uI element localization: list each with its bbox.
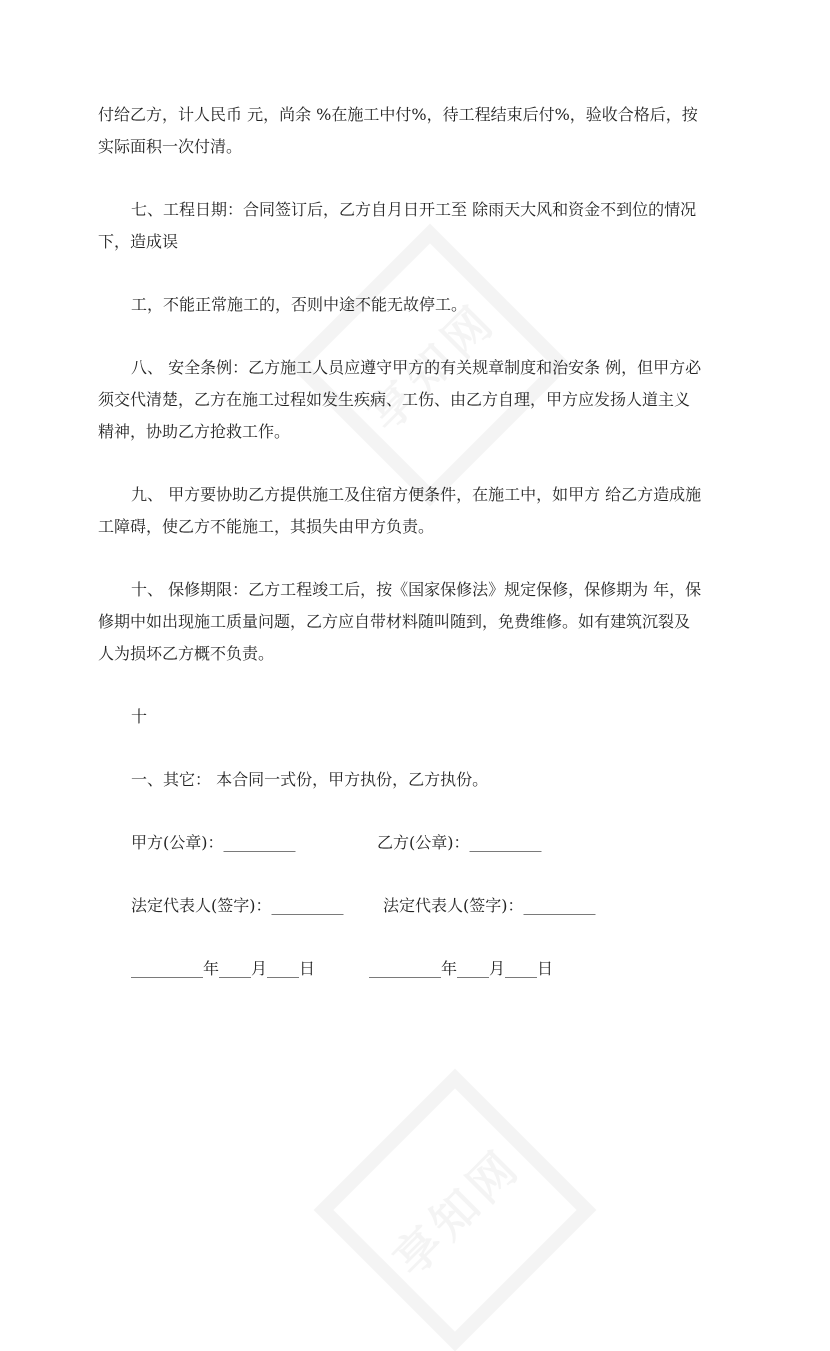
text-line: 九、 甲方要协助乙方提供施工及住宿方便条件，在施工中，如甲方 给乙方造成施 — [131, 485, 702, 504]
watermark-text — [377, 1132, 534, 1289]
text-line: 付给乙方，计人民币 元，尚余 %在施工中付%，待工程结束后付%，验收合格后，按 — [98, 105, 698, 124]
text-line: 人为损坏乙方概不负责。 — [98, 644, 275, 663]
paragraph-clause-7 — [98, 194, 734, 258]
signature-representative-row — [98, 890, 734, 922]
paragraph-clause-8 — [98, 352, 734, 448]
party-a-representative-field: 法定代表人(签字)：_________ — [131, 896, 344, 915]
paragraph-clause-9 — [98, 479, 734, 543]
paragraph-clause-10 — [98, 574, 734, 670]
party-a-date-field: _________年____月____日 — [131, 959, 316, 978]
paragraph-clause-11-number — [98, 701, 734, 733]
text-line: 工，不能正常施工的，否则中途不能无故停工。 — [131, 295, 468, 314]
text-line: 八、 安全条例：乙方施工人员应遵守甲方的有关规章制度和治安条 例，但甲方必 — [131, 358, 702, 377]
party-b-representative-field: 法定代表人(签字)：_________ — [383, 896, 596, 915]
text-line: 七、工程日期：合同签订后，乙方自月日开工至 除雨天大风和资金不到位的情况 — [131, 200, 697, 219]
paragraph-payment — [98, 99, 734, 163]
text-line: 须交代清楚，乙方在施工过程如发生疾病、工伤、由乙方自理，甲方应发扬人道主义 — [98, 390, 691, 409]
text-line: 精神，协助乙方抢救工作。 — [98, 422, 291, 441]
text-line: 十 — [131, 707, 148, 726]
watermark-logo — [314, 1069, 597, 1351]
text-line: 工障碍，使乙方不能施工，其损失由甲方负责。 — [98, 517, 435, 536]
text-line: 修期中如出现施工质量问题，乙方应自带材料随叫随到，免费维修。如有建筑沉裂及 — [98, 612, 691, 631]
text-line: 下，造成误 — [98, 232, 179, 251]
party-a-seal-field: 甲方(公章)：_________ — [131, 833, 296, 852]
party-b-date-field: _________年____月____日 — [369, 959, 554, 978]
signature-date-row — [98, 953, 734, 985]
document-body — [98, 99, 734, 985]
party-b-seal-field: 乙方(公章)：_________ — [377, 833, 542, 852]
signature-seal-row — [98, 827, 734, 859]
paragraph-clause-11 — [98, 764, 734, 796]
text-line: 实际面积一次付清。 — [98, 137, 243, 156]
text-line: 十、 保修期限：乙方工程竣工后，按《国家保修法》规定保修，保修期为 年，保 — [131, 580, 702, 599]
paragraph-clause-7-continued — [98, 289, 734, 321]
text-line: 一、其它： 本合同一式份，甲方执份，乙方执份。 — [131, 770, 489, 789]
